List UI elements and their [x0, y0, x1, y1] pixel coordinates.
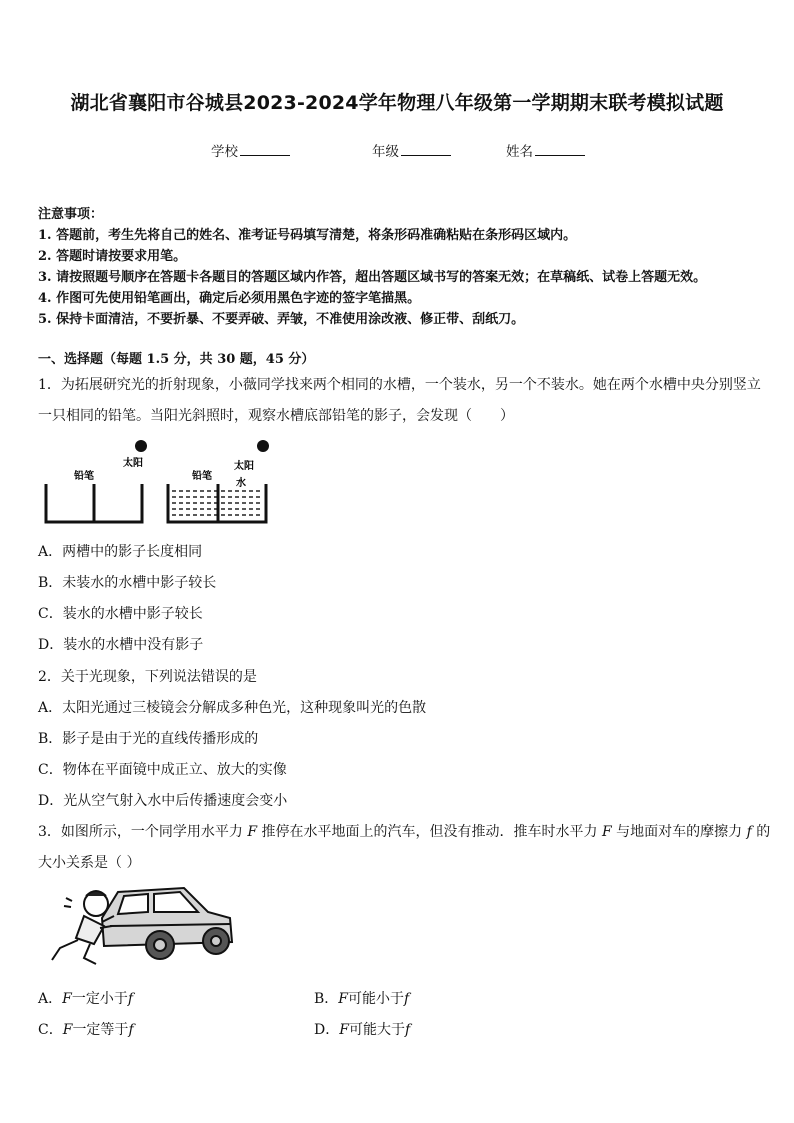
sun-icon — [257, 440, 269, 452]
grade-blank[interactable] — [401, 143, 451, 156]
q1-option-a[interactable]: A．两槽中的影子长度相同 — [38, 544, 203, 560]
q1-stem-line1: 1．为拓展研究光的折射现象，小薇同学找来两个相同的水槽，一个装水，另一个不装水。她在两个水槽中央分别竖立 — [38, 377, 761, 393]
q2-stem: 2．关于光现象，下列说法错误的是 — [38, 669, 257, 685]
q3-stem-line2: 大小关系是（ ） — [38, 855, 141, 871]
q1-figure — [38, 436, 278, 528]
sun-label: 太阳 — [234, 461, 254, 472]
name-blank[interactable] — [535, 143, 585, 156]
q1-option-c[interactable]: C．装水的水槽中影子较长 — [38, 606, 203, 622]
note-item: 5. 保持卡面清洁，不要折暴、不要弄破、弄皱，不准使用涂改液、修正带、刮纸刀。 — [38, 312, 525, 327]
q2-option-c[interactable]: C．物体在平面镜中成正立、放大的实像 — [38, 762, 287, 778]
grade-label: 年级 — [372, 144, 399, 160]
sun-label: 太阳 — [123, 458, 143, 469]
notes-heading: 注意事项： — [38, 207, 104, 222]
section-heading: 一、选择题（每题 1.5 分，共 30 题，45 分） — [38, 352, 315, 367]
q3-option-b[interactable]: B．F可能小于f — [314, 991, 410, 1007]
school-field[interactable] — [211, 140, 290, 160]
q2-option-b[interactable]: B．影子是由于光的直线传播形成的 — [38, 731, 259, 747]
pencil-label: 铅笔 — [74, 471, 94, 482]
note-item: 1. 答题前，考生先将自己的姓名、准考证号码填写清楚，将条形码准确粘贴在条形码区域内。 — [38, 228, 577, 243]
note-item: 4. 作图可先使用铅笔画出，确定后必须用黑色字迹的签字笔描黑。 — [38, 291, 421, 306]
water-label: 水 — [236, 478, 246, 489]
q2-option-a[interactable]: A．太阳光通过三棱镜会分解成多种色光，这种现象叫光的色散 — [38, 700, 427, 716]
q3-option-d[interactable]: D．F可能大于f — [314, 1022, 411, 1038]
q1-option-d[interactable]: D．装水的水槽中没有影子 — [38, 637, 204, 653]
q2-option-d[interactable]: D．光从空气射入水中后传播速度会变小 — [38, 793, 288, 809]
note-item: 2. 答题时请按要求用笔。 — [38, 249, 187, 264]
page-title: 湖北省襄阳市谷城县2023-2024学年物理八年级第一学期期末联考模拟试题 — [70, 92, 724, 114]
q3-option-a[interactable]: A．F一定小于f — [38, 991, 134, 1007]
name-label: 姓名 — [506, 144, 533, 160]
sun-icon — [135, 440, 147, 452]
water-trough — [168, 440, 269, 522]
q3-figure — [44, 882, 236, 968]
empty-trough — [46, 440, 147, 522]
note-item: 3. 请按照题号顺序在答题卡各题目的答题区域内作答，超出答题区域书写的答案无效；在草稿纸、试卷上答题无效。 — [38, 270, 707, 285]
q3-option-c[interactable]: C．F一定等于f — [38, 1022, 134, 1038]
pencil-label: 铅笔 — [192, 471, 212, 482]
grade-field[interactable] — [372, 140, 451, 160]
q1-option-b[interactable]: B．未装水的水槽中影子较长 — [38, 575, 217, 591]
car-illustration — [102, 888, 232, 959]
q3-stem-line1: 3．如图所示，一个同学用水平力 F 推停在水平地面上的汽车，但没有推动．推车时水平力 F 与地面对车的摩擦力 f 的 — [38, 824, 771, 840]
school-label: 学校 — [211, 144, 238, 160]
q1-stem-line2: 一只相同的铅笔。当阳光斜照时，观察水槽底部铅笔的影子，会发现（ ） — [38, 408, 514, 424]
school-blank[interactable] — [240, 143, 290, 156]
name-field[interactable] — [506, 140, 585, 160]
boy-illustration — [52, 891, 114, 964]
